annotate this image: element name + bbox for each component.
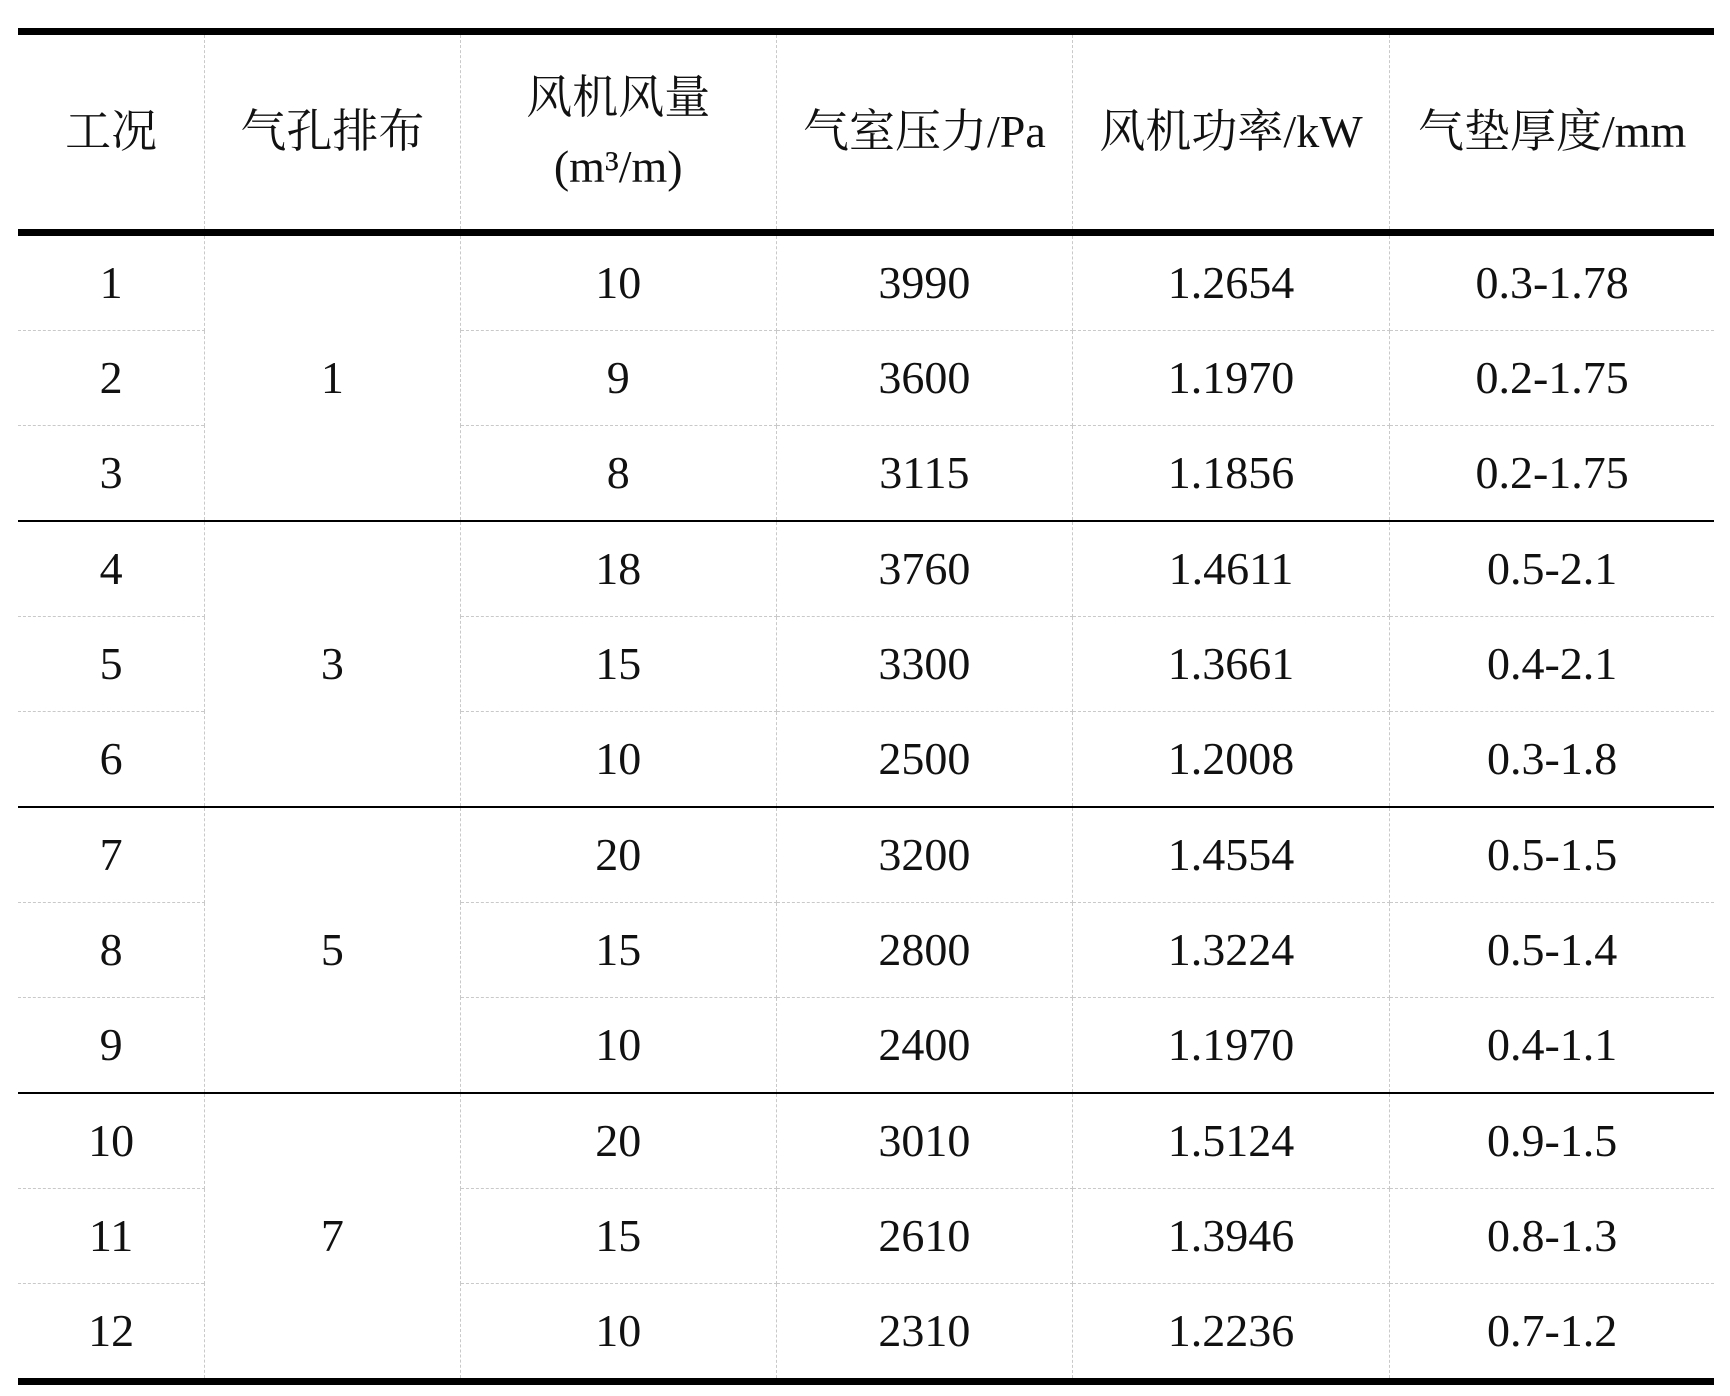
cell-fan-flow: 10 — [460, 712, 776, 808]
cell-fan-flow: 10 — [460, 1284, 776, 1382]
cell-cushion-thickness: 0.4-1.1 — [1390, 998, 1714, 1094]
data-table — [18, 28, 1714, 1385]
cell-cushion-thickness: 0.3-1.8 — [1390, 712, 1714, 808]
cell-fan-power: 1.4554 — [1072, 807, 1390, 903]
cell-fan-power: 1.3946 — [1072, 1189, 1390, 1284]
data-table-container — [18, 28, 1714, 1385]
cell-hole-layout: 3 — [205, 521, 460, 807]
cell-fan-power: 1.5124 — [1072, 1093, 1390, 1189]
cell-chamber-pressure: 3600 — [776, 331, 1072, 426]
cell-case: 7 — [18, 807, 205, 903]
cell-chamber-pressure: 2800 — [776, 903, 1072, 998]
cell-case: 2 — [18, 331, 205, 426]
cell-fan-flow: 18 — [460, 521, 776, 617]
cell-fan-power: 1.1856 — [1072, 426, 1390, 522]
table-row — [18, 233, 1714, 331]
cell-fan-flow: 10 — [460, 233, 776, 331]
cell-fan-flow: 15 — [460, 1189, 776, 1284]
cell-fan-power: 1.3661 — [1072, 617, 1390, 712]
header-fan-power: 风机功率/kW — [1072, 32, 1390, 233]
cell-case: 8 — [18, 903, 205, 998]
cell-chamber-pressure: 3300 — [776, 617, 1072, 712]
cell-fan-power: 1.4611 — [1072, 521, 1390, 617]
table-row — [18, 521, 1714, 617]
header-row — [18, 32, 1714, 233]
cell-cushion-thickness: 0.3-1.78 — [1390, 233, 1714, 331]
cell-fan-power: 1.1970 — [1072, 331, 1390, 426]
cell-case: 9 — [18, 998, 205, 1094]
cell-case: 5 — [18, 617, 205, 712]
cell-case: 3 — [18, 426, 205, 522]
header-case: 工况 — [18, 32, 205, 233]
cell-case: 6 — [18, 712, 205, 808]
table-body — [18, 233, 1714, 1382]
cell-fan-power: 1.3224 — [1072, 903, 1390, 998]
cell-chamber-pressure: 2400 — [776, 998, 1072, 1094]
cell-fan-flow: 8 — [460, 426, 776, 522]
cell-fan-flow: 10 — [460, 998, 776, 1094]
cell-cushion-thickness: 0.9-1.5 — [1390, 1093, 1714, 1189]
table-row — [18, 807, 1714, 903]
cell-cushion-thickness: 0.8-1.3 — [1390, 1189, 1714, 1284]
cell-chamber-pressure: 3990 — [776, 233, 1072, 331]
cell-hole-layout: 7 — [205, 1093, 460, 1382]
cell-fan-power: 1.2654 — [1072, 233, 1390, 331]
cell-fan-power: 1.2008 — [1072, 712, 1390, 808]
cell-fan-flow: 20 — [460, 807, 776, 903]
header-chamber-pressure: 气室压力/Pa — [776, 32, 1072, 233]
cell-case: 4 — [18, 521, 205, 617]
cell-fan-flow: 20 — [460, 1093, 776, 1189]
cell-fan-flow: 9 — [460, 331, 776, 426]
cell-fan-flow: 15 — [460, 617, 776, 712]
cell-chamber-pressure: 2610 — [776, 1189, 1072, 1284]
cell-fan-power: 1.1970 — [1072, 998, 1390, 1094]
cell-hole-layout: 5 — [205, 807, 460, 1093]
cell-cushion-thickness: 0.5-2.1 — [1390, 521, 1714, 617]
cell-cushion-thickness: 0.5-1.4 — [1390, 903, 1714, 998]
cell-case: 1 — [18, 233, 205, 331]
cell-chamber-pressure: 3010 — [776, 1093, 1072, 1189]
cell-chamber-pressure: 3115 — [776, 426, 1072, 522]
cell-cushion-thickness: 0.5-1.5 — [1390, 807, 1714, 903]
header-fan-flow-label: 风机风量 — [526, 71, 711, 123]
cell-fan-flow: 15 — [460, 903, 776, 998]
cell-cushion-thickness: 0.4-2.1 — [1390, 617, 1714, 712]
cell-cushion-thickness: 0.2-1.75 — [1390, 331, 1714, 426]
cell-case: 11 — [18, 1189, 205, 1284]
cell-fan-power: 1.2236 — [1072, 1284, 1390, 1382]
header-fan-flow — [460, 32, 776, 233]
cell-hole-layout: 1 — [205, 233, 460, 522]
cell-chamber-pressure: 3760 — [776, 521, 1072, 617]
header-fan-flow-unit: (m³/m) — [553, 141, 683, 192]
cell-cushion-thickness: 0.7-1.2 — [1390, 1284, 1714, 1382]
cell-chamber-pressure: 3200 — [776, 807, 1072, 903]
cell-chamber-pressure: 2310 — [776, 1284, 1072, 1382]
header-cushion-thickness: 气垫厚度/mm — [1390, 32, 1714, 233]
cell-chamber-pressure: 2500 — [776, 712, 1072, 808]
cell-case: 12 — [18, 1284, 205, 1382]
cell-cushion-thickness: 0.2-1.75 — [1390, 426, 1714, 522]
table-row — [18, 1093, 1714, 1189]
header-hole-layout: 气孔排布 — [205, 32, 460, 233]
cell-case: 10 — [18, 1093, 205, 1189]
